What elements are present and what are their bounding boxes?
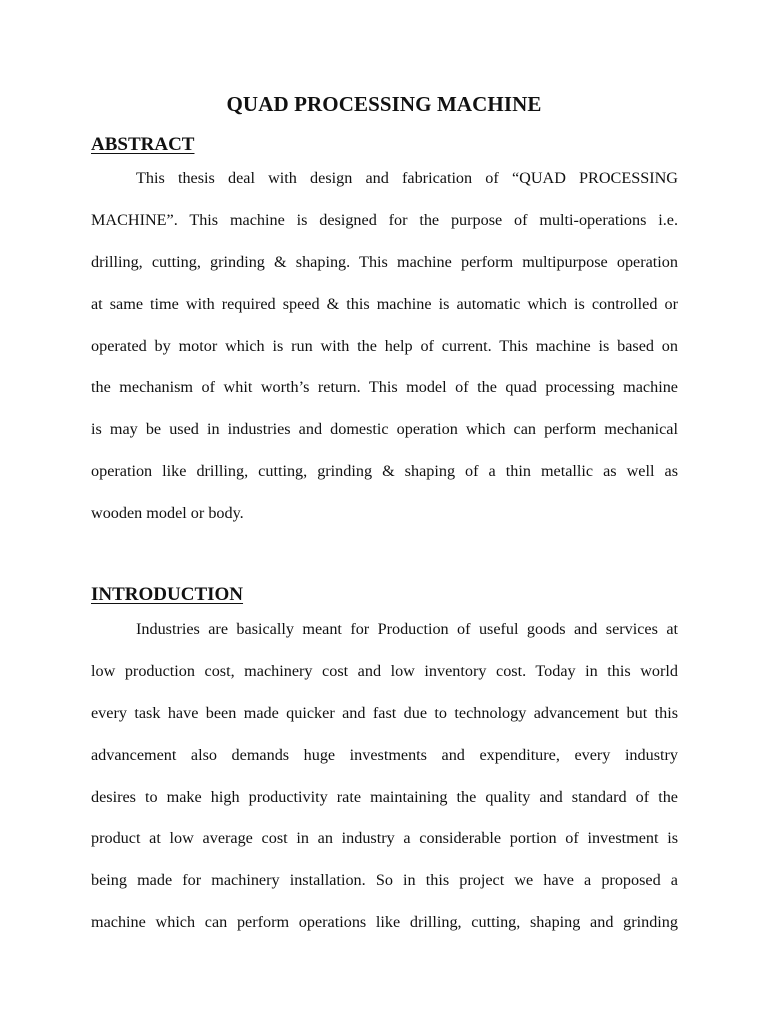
abstract-line: wooden model or body. xyxy=(91,504,244,523)
introduction-line: machine which can perform operations like drilling, cutting, shaping and grinding xyxy=(91,913,678,932)
introduction-paragraph xyxy=(91,609,678,944)
abstract-line: operated by motor which is run with the help of current. This machine is based on xyxy=(91,336,678,355)
abstract-line: the mechanism of whit worth’s return. This model of the quad processing machine xyxy=(91,378,678,397)
abstract-line: This thesis deal with design and fabrication of “QUAD PROCESSING xyxy=(136,169,678,187)
introduction-line: low production cost, machinery cost and low inventory cost. Today in this world xyxy=(91,661,678,680)
introduction-line: product at low average cost in an industry a considerable portion of investment is xyxy=(91,829,678,848)
introduction-line: Industries are basically meant for Production of useful goods and services at xyxy=(136,620,678,638)
abstract-line: drilling, cutting, grinding & shaping. This machine perform multipurpose operation xyxy=(91,252,678,271)
abstract-line: operation like drilling, cutting, grinding & shaping of a thin metallic as well as xyxy=(91,462,678,481)
abstract-line: MACHINE”. This machine is designed for the purpose of multi-operations i.e. xyxy=(91,210,678,229)
introduction-heading: INTRODUCTION xyxy=(91,584,244,605)
introduction-line: desires to make high productivity rate maintaining the quality and standard of the xyxy=(91,787,678,806)
abstract-heading: ABSTRACT xyxy=(91,134,195,155)
abstract-paragraph xyxy=(91,158,678,535)
introduction-line: every task have been made quicker and fast due to technology advancement but this xyxy=(91,703,678,722)
abstract-line: at same time with required speed & this machine is automatic which is controlled or xyxy=(91,294,678,313)
introduction-line: being made for machinery installation. So in this project we have a proposed a xyxy=(91,871,678,890)
introduction-line: advancement also demands huge investments and expenditure, every industry xyxy=(91,745,678,764)
document-title: QUAD PROCESSING MACHINE xyxy=(226,92,542,116)
abstract-line: is may be used in industries and domestic operation which can perform mechanical xyxy=(91,420,678,439)
